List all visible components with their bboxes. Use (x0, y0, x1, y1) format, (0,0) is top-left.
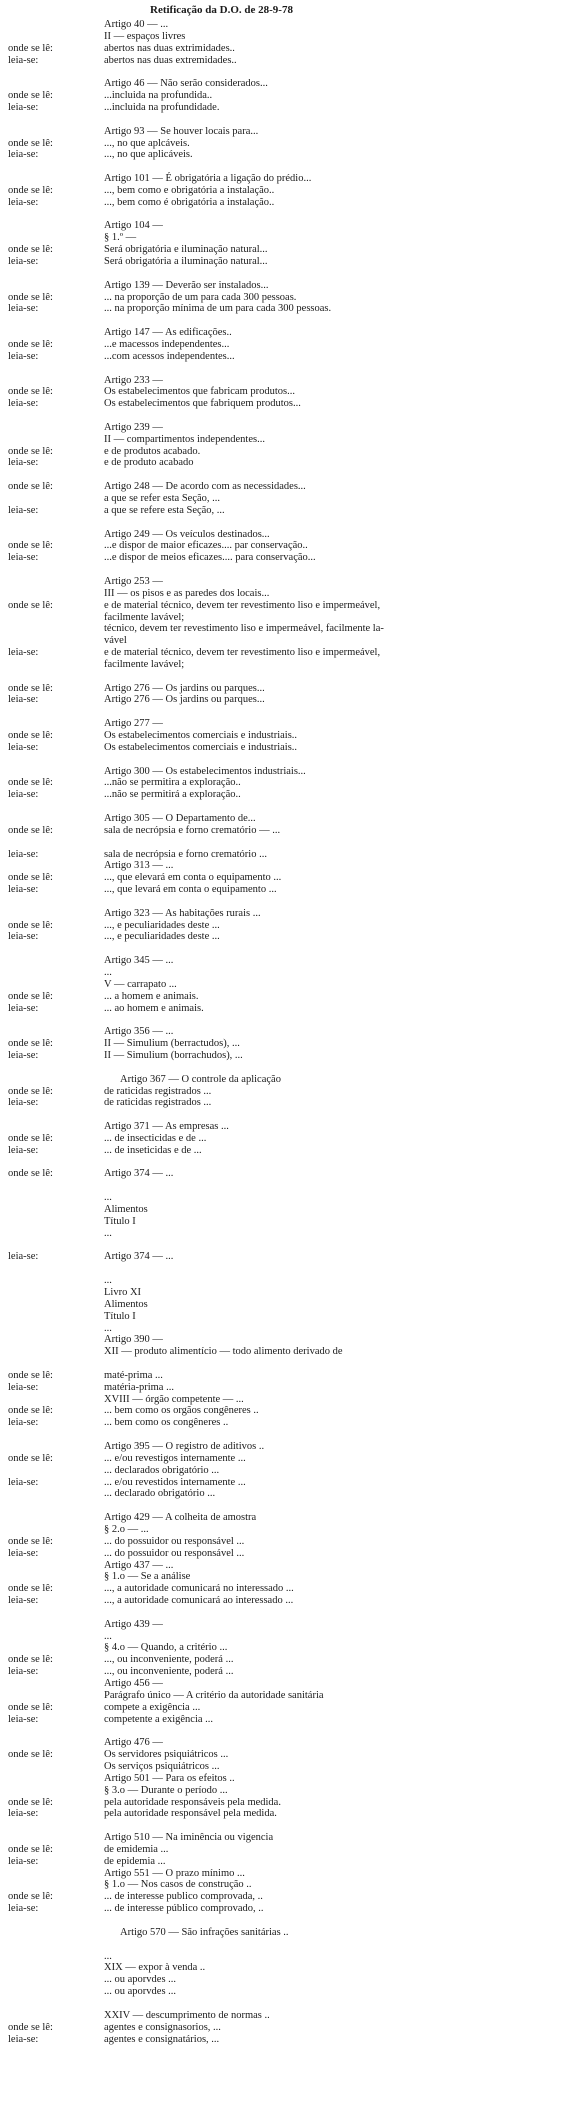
line-text: ...incluida na profundida.. (104, 90, 213, 102)
line-text: ... (104, 1227, 112, 1239)
line-label: leia-se: (8, 1251, 39, 1263)
line-text: Título I (104, 1310, 136, 1322)
line-label: onde se lê: (8, 1583, 53, 1595)
line-text: ... ou aporvdes ... (104, 1974, 177, 1986)
line-label: onde se lê: (8, 1132, 53, 1144)
line-label: leia-se: (8, 647, 39, 659)
document-title: Retificação da D.O. de 28-9-78 (150, 4, 293, 16)
line-text: Artigo 476 — (104, 1737, 163, 1749)
line-text: XXIV — descumprimento de normas .. (104, 2009, 270, 2021)
line-text: Artigo 104 — (104, 220, 163, 232)
line-text: ... a homem e animais. (104, 990, 199, 1002)
line-text: ..., e peculiaridades deste ... (104, 919, 220, 931)
line-text: ... ao homem e animais. (104, 1002, 204, 1014)
line-label: leia-se: (8, 694, 39, 706)
line-text: a que se refere esta Seção, ... (104, 504, 225, 516)
line-text: Artigo 249 — Os veículos destinados... (104, 528, 270, 540)
line-text: III — os pisos e as paredes dos locais... (104, 587, 270, 599)
line-label: leia-se: (8, 2033, 39, 2045)
line-text: ... (104, 1950, 112, 1962)
line-text: pela autoridade responsáveis pela medida. (104, 1796, 281, 1808)
line-text: Alimentos (104, 1298, 148, 1310)
line-label: onde se lê: (8, 481, 53, 493)
line-text: Artigo 551 — O prazo mínimo ... (104, 1867, 245, 1879)
line-label: onde se lê: (8, 990, 53, 1002)
line-text: ... bem como os orgãos congêneres .. (104, 1405, 259, 1417)
line-text: Artigo 371 — As empresas ... (104, 1121, 229, 1133)
line-text: Alimentos (104, 1204, 148, 1215)
line-text: II — espaços livres (104, 30, 186, 42)
line-label: leia-se: (8, 303, 39, 315)
line-label: onde se lê: (8, 291, 53, 303)
line-text: ... (104, 1192, 112, 1204)
line-label: onde se lê: (8, 824, 53, 836)
line-label: leia-se: (8, 350, 39, 362)
line-text: pela autoridade responsável pela medida. (104, 1808, 277, 1820)
line-text: ..., bem como é obrigatória a instalação.. (104, 196, 275, 208)
line-text: competente a exigência ... (104, 1713, 214, 1725)
line-label: onde se lê: (8, 2021, 53, 2033)
line-text: agentes e consignatários, ... (104, 2033, 220, 2045)
line-label: onde se lê: (8, 1452, 53, 1464)
line-text: abertos nas duas extremidades.. (104, 54, 237, 66)
line-label: onde se lê: (8, 777, 53, 789)
line-text: XIX — expor à venda .. (104, 1962, 206, 1974)
line-text: Artigo 40 — ... (104, 19, 169, 30)
line-text: Artigo 276 — Os jardins ou parques... (104, 682, 265, 694)
line-label: onde se lê: (8, 386, 53, 398)
line-label: onde se lê: (8, 184, 53, 196)
line-label: leia-se: (8, 931, 39, 943)
line-text: Artigo 147 — As edificações.. (104, 327, 232, 339)
line-text: ..., no que aplcáveis. (104, 137, 190, 149)
line-text: Título I (104, 1215, 136, 1227)
line-text: ... de interesse publico comprovada, .. (104, 1891, 263, 1903)
line-text: ..., que levará em conta o equipamento ... (104, 884, 277, 896)
line-text: ...e dispor de meios eficazes.... para conservação... (104, 552, 316, 564)
line-label: leia-se: (8, 1595, 39, 1607)
line-text: ..., a autoridade comunicará no interessado ... (104, 1583, 294, 1595)
line-text: ... de insecticidas e de ... (104, 1132, 207, 1144)
line-text: Artigo 429 — A colheita de amostra (104, 1512, 257, 1524)
line-label: leia-se: (8, 1547, 39, 1559)
line-text: § 1.º — (104, 232, 137, 244)
line-text: XII — produto alimentício — todo alimento derivado de (104, 1346, 343, 1358)
line-label: leia-se: (8, 398, 39, 410)
line-label: onde se lê: (8, 872, 53, 884)
line-label: onde se lê: (8, 919, 53, 931)
line-text: ..., que elevará em conta o equipamento ... (104, 872, 282, 884)
line-label: leia-se: (8, 741, 39, 753)
line-text: facilmente lavável; (104, 658, 185, 670)
line-label: onde se lê: (8, 1535, 53, 1547)
line-label: leia-se: (8, 101, 39, 113)
line-label: onde se lê: (8, 1369, 53, 1381)
line-text: sala de necrópsia e forno crematório — ... (104, 824, 281, 836)
line-text: ...não se permitirá a exploração.. (104, 789, 241, 801)
line-text: matéria-prima ... (104, 1381, 174, 1393)
line-label: leia-se: (8, 504, 39, 516)
line-text: § 3.o — Durante o período ... (104, 1784, 228, 1796)
line-text: Artigo 253 — (104, 575, 163, 587)
line-label: leia-se: (8, 457, 39, 469)
line-text: II — Simulium (berractudos), ... (104, 1038, 240, 1050)
line-text: de emidemia ... (104, 1843, 169, 1855)
line-label: onde se lê: (8, 682, 53, 694)
line-label: leia-se: (8, 1144, 39, 1156)
line-text: § 4.o — Quando, a critério ... (104, 1642, 228, 1654)
line-label: leia-se: (8, 1855, 39, 1867)
line-label: onde se lê: (8, 1891, 53, 1903)
line-label: onde se lê: (8, 137, 53, 149)
line-text: Artigo 456 — (104, 1678, 163, 1689)
line-label: leia-se: (8, 1381, 39, 1393)
line-label: onde se lê: (8, 244, 53, 256)
line-text: Artigo 390 — (104, 1334, 163, 1346)
line-label: leia-se: (8, 256, 39, 267)
line-label: onde se lê: (8, 1796, 53, 1808)
line-text: ... (104, 1630, 112, 1642)
line-label: leia-se: (8, 1097, 39, 1109)
line-text: Artigo 93 — Se houver locais para... (104, 125, 259, 137)
line-label: onde se lê: (8, 730, 53, 741)
line-label: onde se lê: (8, 599, 53, 611)
line-text: Artigo 367 — O controle da aplicação (120, 1073, 281, 1085)
line-text: Livro XI (104, 1286, 142, 1298)
line-text: § 1.o — Nos casos de construção .. (104, 1879, 252, 1891)
line-text: e de material técnico, devem ter revestimento liso e impermeável, (104, 647, 381, 659)
line-text: ...e macessos independentes... (104, 338, 230, 350)
line-text: a que se refer esta Seção, ... (104, 493, 221, 504)
line-text: Artigo 276 — Os jardins ou parques... (104, 694, 265, 706)
line-label: onde se lê: (8, 1168, 53, 1180)
line-text: ... bem como os congêneres .. (104, 1417, 229, 1429)
line-text: ...com acessos independentes... (104, 350, 235, 362)
line-text: Artigo 139 — Deverão ser instalados... (104, 279, 269, 291)
line-text: ... e/ou revestigos internamente ... (104, 1452, 246, 1464)
line-label: leia-se: (8, 54, 39, 66)
line-text: Será obrigatória e iluminação natural... (104, 244, 268, 256)
line-text: ... na proporção mínima de um para cada 300 pessoas. (104, 303, 332, 315)
line-label: leia-se: (8, 1002, 39, 1014)
line-label: onde se lê: (8, 338, 53, 350)
line-text: Parágrafo único — A critério da autoridade sanitária (104, 1689, 324, 1701)
line-text: facilmente lavável; (104, 611, 185, 623)
line-label: onde se lê: (8, 540, 53, 552)
line-text: abertos nas duas extrimidades.. (104, 42, 235, 54)
line-label: onde se lê: (8, 1085, 53, 1097)
line-text: Artigo 248 — De acordo com as necessidades... (104, 481, 306, 493)
line-text: e de material técnico, devem ter revestimento liso e impermeável, (104, 599, 381, 611)
line-text: ... e/ou revestidos internamente ... (104, 1476, 246, 1488)
line-text: Os estabelecimentos que fabriquem produtos... (104, 398, 301, 410)
line-text: ... declarados obrigatório ... (104, 1464, 220, 1476)
line-text: e de produtos acabado. (104, 445, 201, 457)
line-text: Os servidores psiquiátricos ... (104, 1749, 229, 1761)
line-label: leia-se: (8, 1476, 39, 1488)
line-text: Artigo 374 — ... (104, 1168, 174, 1180)
line-text: Artigo 395 — O registro de aditivos .. (104, 1441, 265, 1452)
line-label: onde se lê: (8, 1038, 53, 1050)
line-text: ..., a autoridade comunicará ao interessado ... (104, 1595, 294, 1607)
line-text: de epidemia ... (104, 1855, 166, 1867)
line-label: leia-se: (8, 884, 39, 896)
line-text: ... do possuidor ou responsável ... (104, 1547, 245, 1559)
line-text: Artigo 501 — Para os efeitos .. (104, 1772, 235, 1784)
line-text: Artigo 233 — (104, 374, 163, 386)
line-text: ..., no que aplicáveis. (104, 149, 193, 161)
line-text: Artigo 510 — Na iminência ou vigencia (104, 1832, 274, 1844)
line-label: onde se lê: (8, 1405, 53, 1417)
line-text: sala de necrópsia e forno crematório ... (104, 848, 267, 860)
line-label: onde se lê: (8, 1843, 53, 1855)
line-text: Será obrigatória a iluminação natural... (104, 256, 268, 267)
line-label: leia-se: (8, 1666, 39, 1678)
line-text: ...e dispor de maior eficazes.... par conservação.. (104, 540, 308, 552)
line-text: maté-prima ... (104, 1369, 163, 1381)
line-label: onde se lê: (8, 1749, 53, 1761)
line-text: vável (104, 635, 127, 647)
line-label: onde se lê: (8, 90, 53, 102)
line-text: ... de interesse público comprovado, .. (104, 1903, 264, 1915)
line-label: onde se lê: (8, 1701, 53, 1713)
line-text: ... de inseticidas e de ... (104, 1144, 202, 1156)
line-text: Os estabelecimentos comerciais e industriais.. (104, 730, 298, 741)
line-text: ..., e peculiaridades deste ... (104, 931, 220, 943)
line-label: leia-se: (8, 1903, 39, 1915)
line-text: técnico, devem ter revestimento liso e impermeável, facilmente la- (104, 623, 384, 635)
line-text: ... na proporção de um para cada 300 pessoas. (104, 291, 297, 303)
line-text: Artigo 305 — O Departamento de... (104, 812, 256, 824)
line-text: Artigo 345 — ... (104, 955, 174, 967)
line-label: leia-se: (8, 1713, 39, 1725)
line-text: II — compartimentos independentes... (104, 433, 265, 445)
line-text: Artigo 313 — ... (104, 860, 174, 872)
line-text: Os serviços psiquiátricos ... (104, 1760, 220, 1772)
line-text: de raticidas registrados ... (104, 1097, 212, 1109)
line-label: leia-se: (8, 1417, 39, 1429)
line-text: ...incluida na profundidade. (104, 101, 220, 113)
line-text: e de produto acabado (104, 457, 194, 469)
line-text: ... (104, 1322, 112, 1334)
line-text: ... do possuidor ou responsável ... (104, 1535, 245, 1547)
line-text: Artigo 374 — ... (104, 1251, 174, 1263)
line-text: XVIII — órgão competente — ... (104, 1393, 244, 1405)
line-text: ...não se permitira a exploração.. (104, 777, 241, 789)
line-label: leia-se: (8, 1808, 39, 1820)
line-text: Artigo 439 — (104, 1618, 163, 1630)
line-text: Artigo 437 — ... (104, 1559, 174, 1571)
line-text: ... (104, 1275, 112, 1287)
line-label: leia-se: (8, 149, 39, 161)
line-text: de raticidas registrados ... (104, 1085, 212, 1097)
line-label: leia-se: (8, 848, 39, 860)
line-label: leia-se: (8, 196, 39, 208)
line-label: leia-se: (8, 552, 39, 564)
line-text: compete a exigência ... (104, 1701, 201, 1713)
line-text: V — carrapato ... (104, 978, 177, 990)
line-text: § 2.o — ... (104, 1523, 149, 1535)
line-text: Artigo 239 — (104, 421, 163, 433)
line-text: Artigo 356 — ... (104, 1026, 174, 1038)
line-label: leia-se: (8, 1049, 39, 1061)
line-text: Artigo 46 — Não serão considerados... (104, 78, 268, 90)
line-text: Artigo 323 — As habitações rurais ... (104, 907, 261, 919)
line-text: Artigo 570 — São infrações sanitárias .. (120, 1926, 289, 1938)
line-text: agentes e consignasorios, ... (104, 2021, 221, 2033)
line-text: Artigo 300 — Os estabelecimentos industriais... (104, 765, 306, 777)
line-text: ... (104, 967, 112, 978)
line-text: ... declarado obrigatório ... (104, 1488, 216, 1500)
line-text: Artigo 277 — (104, 718, 163, 730)
line-text: ..., ou inconveniente, poderá ... (104, 1654, 234, 1666)
line-label: onde se lê: (8, 42, 53, 54)
line-text: ..., ou inconveniente, poderá ... (104, 1666, 234, 1678)
line-text: Os estabelecimentos que fabricam produtos... (104, 386, 295, 398)
line-text: ..., bem como e obrigatória a instalação.. (104, 184, 275, 196)
line-text: Os estabelecimentos comerciais e industriais.. (104, 741, 298, 753)
line-label: leia-se: (8, 789, 39, 801)
line-text: II — Simulium (borrachudos), ... (104, 1049, 243, 1061)
line-text: ... ou aporvdes ... (104, 1986, 177, 1998)
line-text: Artigo 101 — É obrigatória a ligação do prédio... (104, 173, 312, 185)
line-text: § 1.o — Se a análise (104, 1571, 191, 1583)
line-label: onde se lê: (8, 1654, 53, 1666)
line-label: onde se lê: (8, 445, 53, 457)
